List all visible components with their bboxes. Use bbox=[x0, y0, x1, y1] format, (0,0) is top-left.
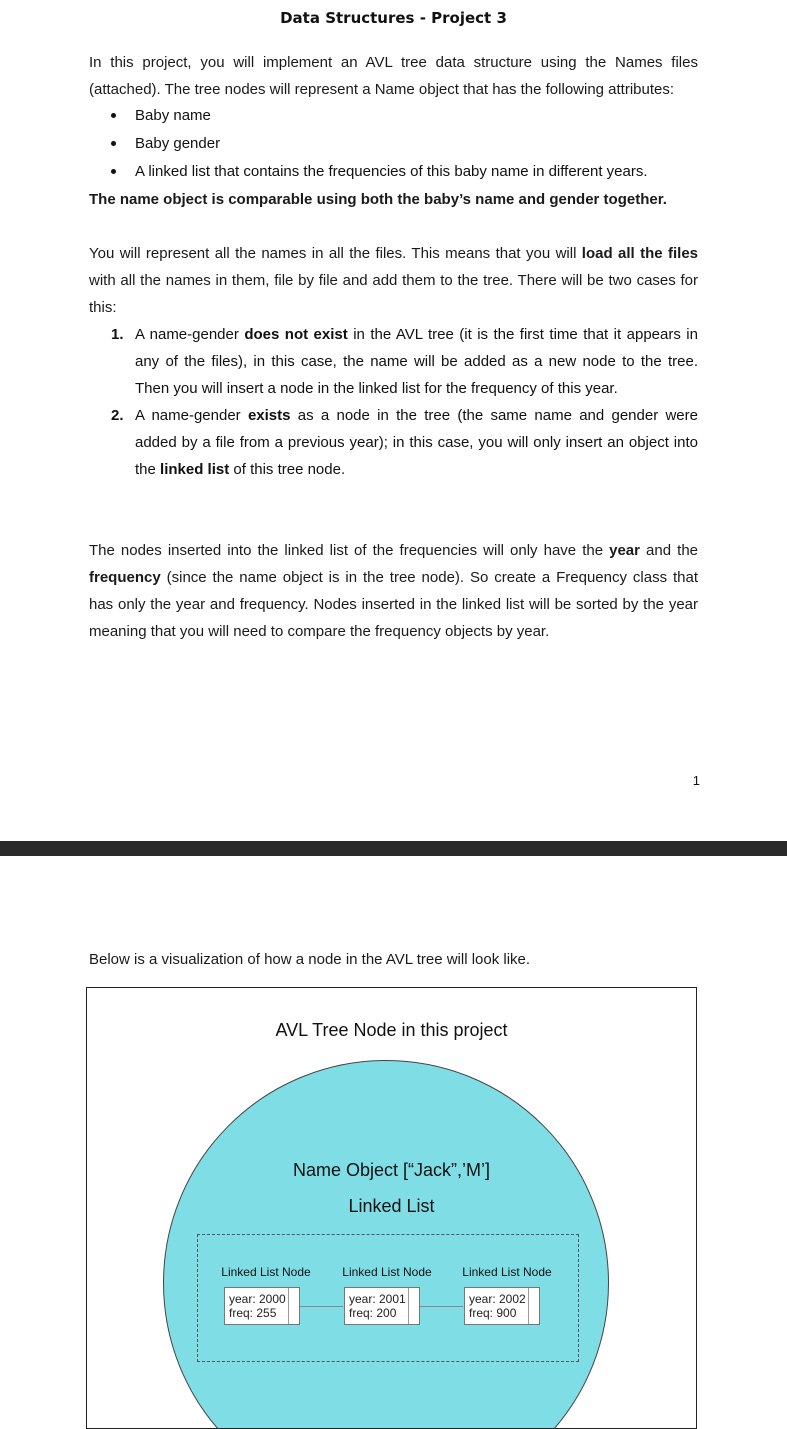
case-bold: does not exist bbox=[244, 326, 348, 343]
visualization-intro: Below is a visualization of how a node in the AVL tree will look like. bbox=[89, 951, 531, 968]
freq-bold: year bbox=[609, 542, 640, 559]
freq-bold: frequency bbox=[89, 569, 161, 586]
case-text: of this tree node. bbox=[229, 461, 346, 478]
linked-list-node bbox=[224, 1287, 300, 1325]
name-object-label: Name Object [“Jack”,’M’] bbox=[292, 1160, 491, 1180]
linked-list-node-label: Linked List Node bbox=[221, 1265, 311, 1279]
page-number: 1 bbox=[692, 773, 700, 788]
case-item bbox=[89, 402, 698, 483]
case-bold: exists bbox=[247, 407, 291, 424]
avl-node-figure bbox=[86, 987, 697, 1429]
node-year: year: 2001 bbox=[349, 1292, 406, 1306]
node-year: year: 2000 bbox=[229, 1292, 286, 1306]
linked-list-node bbox=[344, 1287, 420, 1325]
case-text: as a node in the tree (the same name and gender were added by a file from a previous year); in this case, you will only insert an object into the bbox=[135, 407, 698, 478]
load-text-2: with all the names in them, file by file and add them to the tree. There will be two cases for this: bbox=[89, 272, 698, 316]
node-freq: freq: 900 bbox=[469, 1306, 517, 1320]
node-connector bbox=[300, 1306, 343, 1307]
linked-list-node bbox=[464, 1287, 540, 1325]
figure-title: AVL Tree Node in this project bbox=[275, 1020, 508, 1040]
frequency-paragraph bbox=[89, 537, 698, 645]
linked-list-node-label: Linked List Node bbox=[342, 1265, 432, 1279]
freq-text: The nodes inserted into the linked list of the frequencies will only have the bbox=[89, 542, 610, 559]
case-bold: linked list bbox=[160, 461, 230, 478]
linked-list-label: Linked List bbox=[348, 1196, 435, 1216]
intro-paragraph: In this project, you will implement an AVL tree data structure using the Names files (attached). The tree nodes will represent a Name object that has the following attributes: bbox=[89, 54, 698, 98]
list-item: Baby gender bbox=[89, 130, 698, 158]
case-text: A name-gender bbox=[135, 326, 245, 343]
freq-text: and the bbox=[640, 542, 698, 559]
case-text: in the AVL tree (it is the first time that it appears in any of the files), in this case, the name will be added as a new node to the tree. Then you will insert a node in the linked list for the frequency of this year. bbox=[135, 326, 698, 397]
cases-list bbox=[89, 321, 698, 483]
node-connector bbox=[420, 1306, 463, 1307]
list-item: Baby name bbox=[89, 102, 698, 130]
case-text: A name-gender bbox=[135, 407, 248, 424]
case-number: 1. bbox=[111, 326, 124, 343]
list-item: A linked list that contains the frequencies of this baby name in different years. bbox=[89, 158, 698, 186]
case-item bbox=[89, 321, 698, 402]
linked-list-node-label: Linked List Node bbox=[462, 1265, 552, 1279]
case-number: 2. bbox=[111, 407, 124, 424]
load-bold: load all the files bbox=[581, 245, 699, 262]
node-freq: freq: 200 bbox=[349, 1306, 397, 1320]
load-paragraph bbox=[89, 240, 698, 321]
node-freq: freq: 255 bbox=[229, 1306, 277, 1320]
attribute-list bbox=[89, 102, 698, 186]
comparable-note: The name object is comparable using both the baby’s name and gender together. bbox=[89, 191, 667, 208]
document-title: Data Structures - Project 3 bbox=[280, 9, 507, 27]
load-text-1: You will represent all the names in all the files. This means that you will bbox=[89, 245, 582, 262]
node-year: year: 2002 bbox=[469, 1292, 526, 1306]
page-divider bbox=[0, 841, 787, 856]
freq-text: (since the name object is in the tree node). So create a Frequency class that has only the year and frequency. Nodes inserted in the linked list will be sorted by the year meaning that you will need to compare the frequency objects by year. bbox=[89, 569, 698, 640]
